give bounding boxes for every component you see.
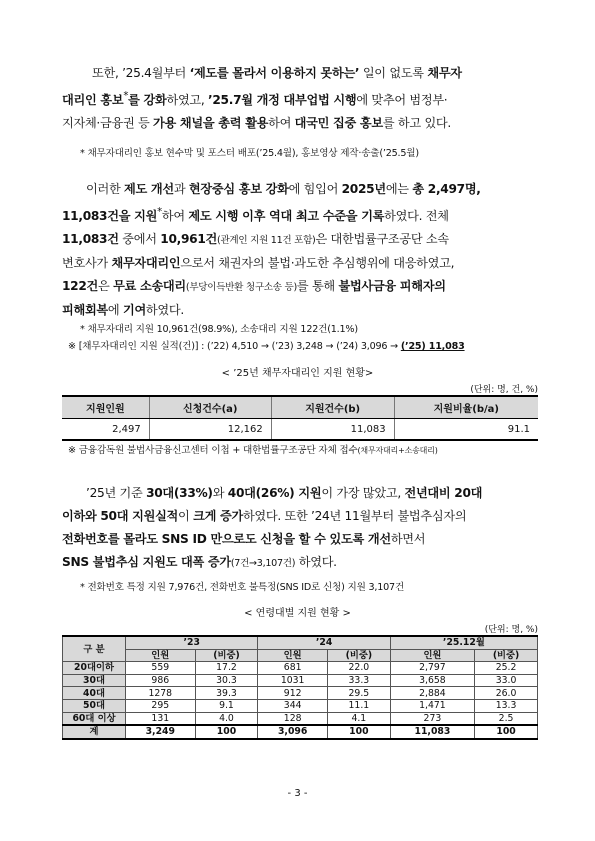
- table-debtor-agent-status: [62, 395, 538, 441]
- emphasis: 채무자대리인: [111, 256, 181, 271]
- text: 에 맞추어 범정부·: [356, 93, 448, 108]
- table-cell: 33.0: [475, 674, 538, 687]
- text: 하였다.: [145, 303, 184, 318]
- table-cell: 3,249: [126, 725, 196, 739]
- text: 은 대한법률구조공단 소속: [315, 232, 449, 247]
- table1-source-note: [68, 443, 438, 459]
- table-cell: 9.1: [195, 699, 258, 712]
- text: ※ 금융감독원 불법사금융신고센터 이첩 + 대한법률구조공단 자체 접수: [68, 445, 358, 456]
- emphasis: 가용 채널을 총력 활용: [153, 116, 269, 131]
- text: 하여: [161, 209, 189, 224]
- text: 은: [98, 279, 114, 294]
- text: 지자체·금융권 등: [62, 116, 154, 131]
- table-cell: 26.0: [475, 687, 538, 700]
- emphasis: 122건: [62, 279, 99, 294]
- table-cell: 295: [126, 699, 196, 712]
- table1-caption: < ’25년 채무자대리인 지원 현황>: [221, 368, 374, 379]
- emphasis: 불법사금융 피해자의: [338, 279, 446, 294]
- paragraph-age-groups: [62, 482, 540, 575]
- emphasis: ‘제도를 몰라서 이용하지 못하는’: [189, 66, 360, 80]
- row-label: 30대: [63, 674, 126, 687]
- year-header: ’24: [258, 636, 390, 649]
- text: 하였다. 또한 ’24년 11월부터 불법추심자의: [242, 509, 467, 523]
- row-label: 50대: [63, 699, 126, 712]
- emphasis: 전화번호를 몰라도 SNS ID 만으로도 신청을 할 수 있도록 개선: [62, 532, 391, 546]
- paragraph-results: [62, 178, 540, 322]
- table-cell: 2.5: [475, 712, 538, 725]
- table-cell: 17.2: [195, 662, 258, 675]
- text: 과: [173, 182, 189, 196]
- table-cell: 100: [195, 725, 258, 739]
- emphasis: 40대(26%) 지원: [227, 486, 322, 500]
- text: ’25년 기준: [86, 486, 147, 500]
- text: 이 가장 많았고,: [321, 486, 405, 500]
- table-cell: 2,797: [390, 662, 474, 675]
- emphasis: 전년대비 20대: [404, 486, 483, 500]
- table-cell: 2,884: [390, 687, 474, 700]
- table-cell: 29.5: [327, 687, 390, 700]
- footnote-mark: *: [157, 207, 162, 218]
- table-corner-header: 구 분: [63, 636, 126, 662]
- year-header: ’23: [126, 636, 258, 649]
- emphasis: 기여: [122, 303, 146, 318]
- emphasis: 제도 시행 이후 역대 최고 수준을 기록: [188, 209, 385, 224]
- table-cell: 1278: [126, 687, 196, 700]
- table-cell: 100: [327, 725, 390, 739]
- footnote-phone-sns: * 전화번호 특정 지원 7,976건, 전화번호 불특정(SNS ID로 신청) 지원 3,107건: [80, 582, 405, 593]
- emphasis: 총 2,497명,: [412, 182, 481, 196]
- table-cell: 131: [126, 712, 196, 725]
- text: (부당이득반환 청구소송 등): [185, 282, 297, 294]
- page-number: - 3 -: [287, 788, 308, 799]
- table2-caption: < 연령대별 지원 현황 >: [244, 608, 351, 619]
- table-cell: 25.2: [475, 662, 538, 675]
- text: 에 힘입어: [288, 182, 342, 196]
- text: 변호사가: [62, 256, 112, 271]
- text: 하였고,: [166, 93, 209, 108]
- emphasis: 대국민 집중 홍보: [294, 116, 383, 131]
- emphasis: 피해회복: [62, 303, 108, 318]
- table-cell: 4.0: [195, 712, 258, 725]
- table-cell: 4.1: [327, 712, 390, 725]
- sub-header: (비중): [475, 649, 538, 662]
- emphasis: ’25.7월 개정 대부업법 시행: [208, 93, 357, 108]
- text: 에: [107, 303, 123, 318]
- text: 와: [212, 486, 228, 500]
- table-cell: 2,497: [62, 419, 149, 441]
- sub-header: (비중): [195, 649, 258, 662]
- table-age-group-status: [62, 635, 538, 740]
- text: 를 통해: [296, 279, 339, 294]
- row-label: 계: [63, 725, 126, 739]
- year-header: ’25.12월: [390, 636, 537, 649]
- table-cell: 344: [258, 699, 328, 712]
- text: 일이 없도록: [359, 66, 428, 80]
- table-cell: 128: [258, 712, 328, 725]
- sub-header: 인원: [258, 649, 328, 662]
- table-header: 지원건수(b): [271, 396, 394, 419]
- row-label: 20대이하: [63, 662, 126, 675]
- text: (7건→3,107건): [230, 558, 296, 569]
- table-cell: 1031: [258, 674, 328, 687]
- emphasis: 30대(33%): [146, 486, 213, 500]
- emphasis: 를 강화: [128, 93, 167, 108]
- emphasis: 채무자: [427, 66, 462, 80]
- sub-header: 인원: [126, 649, 196, 662]
- table1-unit: (단위: 명, 건, %): [470, 385, 538, 395]
- table-row: [63, 687, 538, 700]
- table-row: [63, 674, 538, 687]
- table-cell: 559: [126, 662, 196, 675]
- emphasis: 11,083건을 지원: [62, 209, 158, 224]
- row-label: 60대 이상: [63, 712, 126, 725]
- sub-header: (비중): [327, 649, 390, 662]
- text: 으로서 채권자의 불법·과도한 추심행위에 대응하였고,: [180, 256, 455, 271]
- table-cell: 33.3: [327, 674, 390, 687]
- table-cell: 13.3: [475, 699, 538, 712]
- sub-header: 인원: [390, 649, 474, 662]
- text: 하여: [268, 116, 295, 131]
- table-cell: 681: [258, 662, 328, 675]
- table-cell: 1,471: [390, 699, 474, 712]
- text: 또한, ’25.4월부터: [92, 66, 190, 80]
- emphasis: 10,961건: [160, 232, 218, 247]
- table-header: 지원인원: [62, 396, 149, 419]
- emphasis: 대리인 홍보: [62, 93, 124, 108]
- text: 이: [178, 509, 194, 523]
- table-cell: 12,162: [149, 419, 271, 441]
- text: 하였다.: [295, 555, 337, 569]
- table-cell: 11,083: [390, 725, 474, 739]
- text: 중에서: [118, 232, 161, 247]
- table-header: 지원비율(b/a): [394, 396, 538, 419]
- table-row: [62, 419, 538, 441]
- table-cell: 30.3: [195, 674, 258, 687]
- table-cell: 11,083: [271, 419, 394, 441]
- emphasis: (’25) 11,083: [400, 341, 465, 352]
- text: (관계인 지원 11건 포함): [217, 235, 316, 247]
- text: 를 하고 있다.: [382, 116, 451, 131]
- table-cell: 39.3: [195, 687, 258, 700]
- text: 하면서: [390, 532, 426, 546]
- text: ※ [채무자대리인 지원 실적(건)] : (’22) 4,510 → (’23) 3,248 → (’24) 3,096 →: [68, 341, 401, 352]
- table-cell: 3,658: [390, 674, 474, 687]
- row-label: 40대: [63, 687, 126, 700]
- table-cell: 3,096: [258, 725, 328, 739]
- table-cell: 912: [258, 687, 328, 700]
- emphasis: 무료 소송대리: [113, 279, 186, 294]
- paragraph-promotion: [62, 62, 540, 135]
- table-row: [63, 662, 538, 675]
- text: 에는: [385, 182, 413, 196]
- emphasis: 현장중심 홍보 강화: [188, 182, 289, 196]
- table-cell: 11.1: [327, 699, 390, 712]
- text: 이러한: [86, 182, 124, 196]
- emphasis: 제도 개선: [124, 182, 174, 196]
- table-cell: 91.1: [394, 419, 538, 441]
- table-cell: 986: [126, 674, 196, 687]
- table-cell: 22.0: [327, 662, 390, 675]
- table2-unit: (단위: 명, %): [484, 625, 538, 635]
- emphasis: 11,083건: [62, 232, 119, 247]
- table-cell: 100: [475, 725, 538, 739]
- table-cell: 273: [390, 712, 474, 725]
- footnote-support-history: [68, 339, 465, 355]
- table-row: [63, 712, 538, 725]
- emphasis: SNS 불법추심 지원도 대폭 증가: [62, 555, 231, 569]
- emphasis: 크게 증가: [193, 509, 243, 523]
- text: (채무자대리+소송대리): [357, 446, 438, 455]
- footnote-promotion: * 채무자대리인 홍보 현수막 및 포스터 배포(’25.4월), 홍보영상 제작·송출(’25.5월): [80, 148, 419, 159]
- table-total-row: [63, 725, 538, 739]
- emphasis: 2025년: [341, 182, 386, 196]
- table-row: [63, 699, 538, 712]
- text: 하였다. 전체: [384, 209, 449, 224]
- footnote-mark: *: [123, 91, 129, 102]
- table-header: 신청건수(a): [149, 396, 271, 419]
- footnote-support-split: * 채무자대리 지원 10,961건(98.9%), 소송대리 지원 122건(1.1%): [80, 324, 358, 335]
- emphasis: 이하와 50대 지원실적: [62, 509, 179, 523]
